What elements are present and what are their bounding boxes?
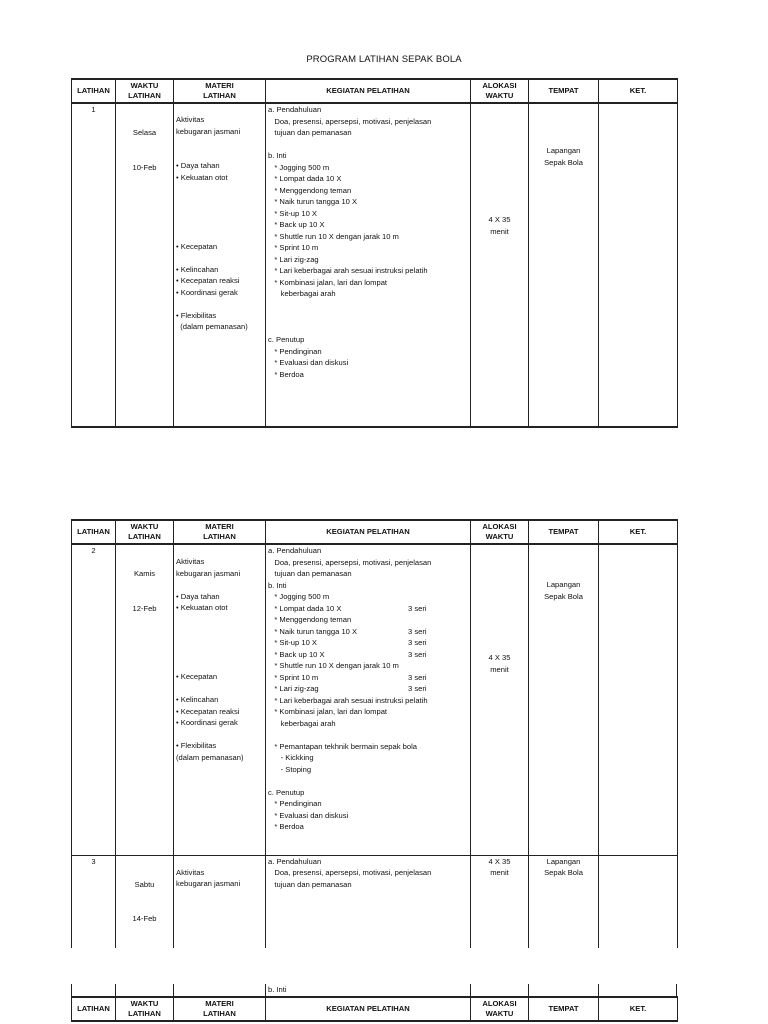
kegiatan-line: * Lari keberbagai arah sesuai instruksi pelatih: [268, 695, 428, 705]
kegiatan-line: * Shuttle run 10 X dengan jarak 10 m: [268, 661, 399, 670]
materi-line: [176, 137, 263, 149]
materi-line: [176, 298, 263, 310]
kegiatan-cell: [266, 855, 471, 948]
materi-line: [176, 183, 263, 195]
header-latihan: LATIHAN: [72, 79, 116, 103]
materi-line: [176, 683, 263, 695]
header-latihan: LATIHAN: [72, 520, 116, 544]
materi-line: • Flexibilitas: [176, 310, 217, 320]
session-day: Sabtu: [134, 879, 155, 889]
materi-line: • Daya tahan: [176, 161, 220, 170]
kegiatan-line: tujuan dan pemanasan: [268, 879, 352, 889]
kegiatan-line: - Kickking: [268, 753, 314, 762]
session-date: 12-Feb: [132, 603, 157, 613]
session-day: Selasa: [132, 128, 157, 137]
kegiatan-line: * Sit-up 10 X: [268, 208, 317, 218]
materi-line: • Kecepatan: [176, 672, 218, 681]
kegiatan-line: * Lari keberbagai arah sesuai instruksi pelatih: [268, 266, 428, 275]
kegiatan-line: [268, 323, 468, 335]
materi-line: [176, 218, 263, 230]
kegiatan-line: Doa, presensi, apersepsi, motivasi, penjelasan: [268, 116, 432, 126]
materi-line: [176, 149, 263, 161]
session-day: Kamis: [133, 569, 156, 578]
materi-line: • Flexibilitas: [176, 741, 217, 750]
ket-cell: [599, 103, 678, 427]
schedule-table-1: [71, 78, 678, 428]
kegiatan-cell: [266, 544, 471, 855]
tempat-cell: Lapangan Sepak Bola: [529, 855, 599, 948]
header-alokasi: ALOKASI WAKTU: [471, 997, 529, 1021]
kegiatan-line: * Evaluasi dan diskusi: [268, 810, 349, 820]
session-date-cell: [116, 544, 174, 855]
schedule-table-2: [71, 519, 678, 948]
header-alokasi: ALOKASI WAKTU: [471, 79, 529, 103]
kegiatan-line: b. Inti: [268, 151, 287, 160]
kegiatan-line: * Back up 10 X: [268, 220, 325, 229]
header-tempat: TEMPAT: [529, 520, 599, 544]
tempat-cell: Lapangan Sepak Bola: [529, 103, 599, 427]
kegiatan-line: * Naik turun tangga 10 X: [268, 197, 358, 206]
materi-line: [176, 729, 263, 741]
kegiatan-line: c. Penutup: [268, 787, 305, 797]
session-date: 10-Feb: [132, 162, 157, 172]
materi-line: [176, 252, 263, 264]
materi-line: • Kecepatan reaksi: [176, 276, 240, 285]
page2-fragment: [71, 984, 677, 996]
kegiatan-line: * Sprint 10 m: [268, 243, 319, 252]
kegiatan-line: tujuan dan pemanasan: [268, 128, 352, 137]
materi-line: Aktivitas: [176, 557, 205, 566]
materi-line: [176, 579, 263, 591]
materi-line: [176, 614, 263, 626]
serie-count: 3 seri: [408, 649, 427, 659]
materi-line: [176, 625, 263, 637]
header-waktu: WAKTU LATIHAN: [116, 997, 174, 1021]
kegiatan-line: * Naik turun tangga 10 X 3 seri: [268, 626, 427, 636]
tempat-cell: Lapangan Sepak Bola: [529, 544, 599, 855]
kegiatan-line: * Pendinginan: [268, 346, 322, 356]
alokasi-cell: 4 X 35 menit: [471, 544, 529, 855]
header-waktu: WAKTU LATIHAN: [116, 79, 174, 103]
kegiatan-line: * Shuttle run 10 X dengan jarak 10 m: [268, 231, 399, 241]
materi-line: kebugaran jasmani: [176, 126, 241, 136]
kegiatan-line: tujuan dan pemanasan: [268, 569, 352, 578]
kegiatan-line: * Pemantapan tekhnik bermain sepak bola: [268, 741, 418, 751]
kegiatan-line: * Lompat dada 10 X: [268, 174, 342, 183]
kegiatan-line: * Lari zig-zag 3 seri: [268, 684, 427, 693]
materi-line: [176, 206, 263, 218]
materi-cell: [174, 855, 266, 948]
materi-line: • Daya tahan: [176, 591, 220, 601]
materi-line: [176, 660, 263, 672]
kegiatan-line: * Sit-up 10 X 3 seri: [268, 638, 427, 647]
materi-line: • Kelincahan: [176, 264, 219, 274]
header-materi: MATERI LATIHAN: [174, 79, 266, 103]
kegiatan-line: * Berdoa: [268, 822, 304, 831]
materi-line: • Kecepatan reaksi: [176, 706, 240, 716]
kegiatan-line: - Stoping: [268, 764, 312, 774]
session-date-cell: [116, 103, 174, 427]
kegiatan-line: [268, 775, 468, 787]
materi-line: [176, 229, 263, 241]
materi-cell: [174, 103, 266, 427]
kegiatan-line: * Pendinginan: [268, 799, 322, 808]
header-ket: KET.: [599, 520, 678, 544]
materi-line: • Kekuatan otot: [176, 172, 228, 182]
kegiatan-line: [268, 300, 468, 312]
materi-line: • Kecepatan: [176, 241, 218, 251]
materi-line: [176, 637, 263, 649]
kegiatan-line: [268, 729, 468, 741]
kegiatan-line: * Menggendong teman: [268, 615, 352, 624]
session-number: 3: [72, 855, 116, 948]
kegiatan-line: Doa, presensi, apersepsi, motivasi, penjelasan: [268, 557, 432, 567]
kegiatan-line: a. Pendahuluan: [268, 105, 322, 114]
kegiatan-line: c. Penutup: [268, 335, 305, 344]
session-date-cell: [116, 855, 174, 948]
kegiatan-line: [268, 311, 468, 323]
kegiatan-line: * Lompat dada 10 X 3 seri: [268, 603, 427, 613]
serie-count: 3 seri: [408, 603, 427, 613]
kegiatan-cell: [266, 103, 471, 427]
header-waktu: WAKTU LATIHAN: [116, 520, 174, 544]
header-alokasi: ALOKASI WAKTU: [471, 520, 529, 544]
materi-cell: [174, 544, 266, 855]
kegiatan-line: * Lari zig-zag: [268, 254, 319, 264]
materi-line: kebugaran jasmani: [176, 568, 241, 578]
header-kegiatan: KEGIATAN PELATIHAN: [266, 79, 471, 103]
materi-line: • Kelincahan: [176, 695, 219, 704]
alokasi-cell: 4 X 35 menit: [471, 855, 529, 948]
materi-line: [176, 195, 263, 207]
fragment-text: b. Inti: [268, 985, 287, 994]
materi-line: Aktivitas: [176, 115, 205, 124]
alokasi-cell: 4 X 35 menit: [471, 103, 529, 427]
kegiatan-line: * Jogging 500 m: [268, 162, 330, 172]
session-number: 2: [72, 544, 116, 855]
kegiatan-line: a. Pendahuluan: [268, 856, 322, 866]
header-kegiatan: KEGIATAN PELATIHAN: [266, 997, 471, 1021]
kegiatan-line: b. Inti: [268, 580, 287, 590]
materi-line: kebugaran jasmani: [176, 879, 241, 888]
header-ket: KET.: [599, 997, 678, 1021]
kegiatan-line: * Evaluasi dan diskusi: [268, 358, 349, 367]
header-materi: MATERI LATIHAN: [174, 997, 266, 1021]
header-kegiatan: KEGIATAN PELATIHAN: [266, 520, 471, 544]
ket-cell: [599, 544, 678, 855]
materi-line: [176, 648, 263, 660]
materi-line: Aktivitas: [176, 867, 205, 877]
kegiatan-line: * Sprint 10 m 3 seri: [268, 672, 427, 682]
session-date: 14-Feb: [132, 914, 157, 923]
kegiatan-line: * Menggendong teman: [268, 185, 352, 195]
kegiatan-line: * Berdoa: [268, 369, 304, 379]
kegiatan-line: * Kombinasi jalan, lari dan lompat: [268, 277, 388, 287]
materi-line: (dalam pemanasan): [176, 752, 244, 762]
serie-count: 3 seri: [408, 638, 427, 647]
session-number: 1: [72, 103, 116, 427]
header-materi: MATERI LATIHAN: [174, 520, 266, 544]
kegiatan-line: keberbagai arah: [268, 289, 336, 298]
header-latihan: LATIHAN: [72, 997, 116, 1021]
ket-cell: [599, 855, 678, 948]
kegiatan-line: * Jogging 500 m: [268, 592, 330, 601]
header-tempat: TEMPAT: [529, 79, 599, 103]
materi-line: • Kekuatan otot: [176, 603, 228, 612]
materi-line: • Koordinasi gerak: [176, 718, 238, 727]
kegiatan-line: keberbagai arah: [268, 718, 336, 728]
serie-count: 3 seri: [408, 626, 427, 636]
header-tempat: TEMPAT: [529, 997, 599, 1021]
kegiatan-line: Doa, presensi, apersepsi, motivasi, penjelasan: [268, 868, 432, 877]
header-ket: KET.: [599, 79, 678, 103]
kegiatan-line: * Back up 10 X 3 seri: [268, 649, 427, 659]
page-title: PROGRAM LATIHAN SEPAK BOLA: [306, 54, 462, 65]
kegiatan-line: a. Pendahuluan: [268, 546, 322, 555]
schedule-table-3: [71, 996, 678, 1022]
materi-line: • Koordinasi gerak: [176, 287, 238, 297]
kegiatan-line: * Kombinasi jalan, lari dan lompat: [268, 707, 388, 716]
kegiatan-line: [268, 139, 468, 151]
materi-line: (dalam pemanasan): [176, 322, 248, 331]
serie-count: 3 seri: [408, 672, 427, 682]
serie-count: 3 seri: [408, 684, 427, 693]
